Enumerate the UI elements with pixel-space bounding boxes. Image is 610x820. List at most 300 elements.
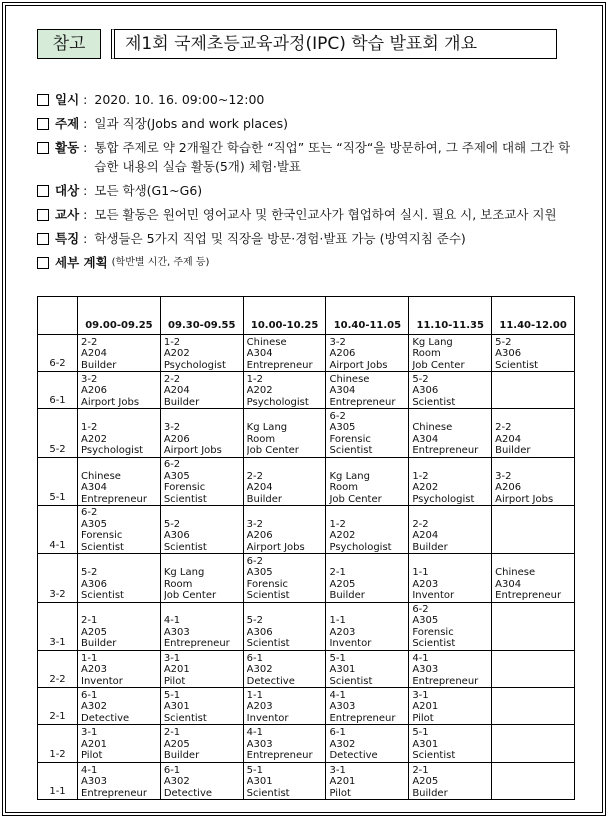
schedule-cell — [492, 725, 575, 762]
item-value: 일과 직장(Jobs and work places) — [94, 116, 289, 131]
cell-text: A306 — [412, 385, 439, 397]
cell-text: Builder — [329, 590, 365, 602]
time-header: 11.40-12.00 — [492, 297, 575, 335]
cell-text: Scientist — [246, 590, 290, 602]
schedule-cell — [409, 688, 492, 725]
schedule-cell — [492, 372, 575, 409]
cell-text: Pilot — [412, 712, 434, 724]
cell-text: Forensic — [412, 626, 454, 638]
cell-text: A306 — [495, 348, 522, 360]
schedule-cell — [78, 372, 161, 409]
cell-text: 2-1 — [81, 615, 98, 627]
schedule-cell — [160, 335, 243, 372]
cell-text: Scientist — [81, 541, 124, 553]
cell-text: Pilot — [81, 750, 103, 762]
cell-text: A304 — [246, 348, 273, 360]
cell-text: A302 — [163, 776, 190, 787]
cell-text: A306 — [163, 530, 190, 542]
time-header: 10.40-11.05 — [326, 297, 409, 335]
cell-text: Entrepreneur — [412, 675, 479, 687]
list-item-activity: 활동 : 통합 주제로 약 2개월간 학습한 “직업” 또는 “직장“을 방문하여, 그 주제에 대해 그간 학습한 내용의 실습 활동(5개) 체험·발표 — [37, 138, 577, 176]
schedule-cell — [78, 554, 161, 602]
cell-text: A202 — [246, 385, 273, 397]
checkbox-icon — [37, 185, 49, 197]
checkbox-icon — [37, 94, 49, 106]
cell-text: 1-2 — [246, 373, 263, 385]
cell-text: 3-1 — [163, 652, 181, 664]
cell-text: Pilot — [163, 675, 186, 687]
table-row — [38, 762, 575, 799]
cell-text: 5-2 — [246, 615, 263, 627]
table-row — [38, 725, 575, 762]
document-title: 제1회 국제초등교육과정(IPC) 학습 발표회 개요 — [111, 29, 557, 59]
cell-text: Builder — [163, 396, 200, 408]
schedule-cell — [492, 650, 575, 687]
cell-text: A305 — [246, 567, 273, 579]
schedule-cell — [326, 725, 409, 762]
schedule-cell — [243, 650, 326, 687]
schedule-cell — [243, 725, 326, 762]
schedule-cell — [326, 762, 409, 799]
cell-text: A305 — [163, 470, 190, 482]
table-row — [38, 650, 575, 687]
cell-text: 6-1 — [246, 652, 263, 664]
cell-text: Room — [329, 482, 358, 494]
schedule-cell — [160, 457, 243, 505]
cell-text: 6-1 — [329, 727, 346, 739]
cell-text: Scientist — [163, 712, 207, 724]
class-label: 2-1 — [38, 688, 78, 725]
cell-text: A304 — [495, 578, 522, 590]
cell-text: 4-1 — [412, 652, 429, 664]
schedule-cell — [78, 409, 161, 457]
cell-text: A303 — [246, 738, 273, 750]
cell-text: 5-1 — [246, 764, 263, 776]
cell-text: Entrepreneur — [246, 359, 313, 371]
cell-text: Builder — [81, 638, 117, 650]
cell-text: A204 — [163, 385, 190, 397]
schedule-cell — [160, 372, 243, 409]
schedule-table — [37, 296, 575, 800]
schedule-cell — [160, 762, 243, 799]
cell-text: Room — [246, 433, 276, 445]
cell-text: 1-1 — [329, 615, 346, 627]
cell-text: A301 — [329, 664, 356, 676]
schedule-cell — [78, 725, 161, 762]
cell-text: A205 — [412, 776, 439, 787]
cell-text: Entrepreneur — [81, 787, 147, 799]
schedule-cell — [160, 554, 243, 602]
class-label: 5-2 — [38, 409, 78, 457]
time-header: 11.10-11.35 — [409, 297, 492, 335]
cell-text: A302 — [246, 664, 273, 676]
schedule-cell — [243, 409, 326, 457]
cell-text: 2-1 — [412, 764, 429, 776]
schedule-cell — [492, 457, 575, 505]
list-item-date: 일시 : 2020. 10. 16. 09:00~12:00 — [37, 90, 577, 109]
schedule-cell — [409, 506, 492, 554]
cell-text: 4-1 — [246, 727, 263, 739]
cell-text: Entrepreneur — [329, 712, 396, 724]
cell-text: 2-2 — [163, 373, 181, 385]
schedule-cell — [78, 688, 161, 725]
cell-text: 1-1 — [412, 567, 429, 579]
class-label: 6-1 — [38, 372, 78, 409]
cell-text: A204 — [246, 482, 273, 494]
header-row — [38, 297, 575, 335]
schedule-cell — [326, 554, 409, 602]
cell-text: Inventor — [81, 675, 123, 687]
cell-text: A201 — [412, 701, 439, 713]
table-row — [38, 506, 575, 554]
cell-text: Detective — [246, 675, 295, 687]
schedule-cell — [409, 457, 492, 505]
cell-text: Kg Lang — [163, 567, 205, 579]
cell-text: A303 — [412, 664, 439, 676]
list-item-topic: 주제 : 일과 직장(Jobs and work places) — [37, 114, 577, 133]
schedule-cell — [409, 335, 492, 372]
cell-text: A205 — [81, 626, 107, 638]
cell-text: Psychologist — [412, 493, 475, 505]
cell-text: Room — [412, 348, 441, 360]
class-label: 1-2 — [38, 725, 78, 762]
cell-text: Scientist — [412, 750, 456, 762]
time-header: 10.00-10.25 — [243, 297, 326, 335]
cell-text: A203 — [412, 578, 439, 590]
cell-text: A202 — [81, 433, 107, 445]
class-label: 1-1 — [38, 762, 78, 799]
checkbox-icon — [37, 209, 49, 221]
cell-text: A306 — [81, 578, 107, 590]
item-value: 모든 학생(G1~G6) — [94, 183, 203, 198]
cell-text: A305 — [81, 518, 107, 530]
cell-text: 4-1 — [163, 615, 181, 627]
item-key: 일시 — [55, 92, 80, 107]
cell-text: 6-2 — [81, 507, 98, 519]
cell-text: A304 — [412, 433, 439, 445]
cell-text: A203 — [246, 701, 273, 713]
item-key: 대상 — [55, 183, 80, 198]
schedule-cell — [243, 506, 326, 554]
cell-text: A305 — [412, 615, 439, 627]
checkbox-icon — [37, 118, 49, 130]
cell-text: A202 — [329, 530, 356, 542]
table-row — [38, 372, 575, 409]
cell-text: 3-1 — [81, 727, 98, 739]
schedule-cell — [243, 762, 326, 799]
schedule-cell — [78, 335, 161, 372]
schedule-cell — [243, 457, 326, 505]
cell-text: A203 — [81, 664, 107, 676]
cell-text: 1-2 — [412, 470, 429, 482]
cell-text: Scientist — [412, 638, 456, 650]
cell-text: Chinese — [329, 373, 370, 385]
cell-text: 2-2 — [81, 336, 98, 348]
schedule-cell — [409, 650, 492, 687]
cell-text: 1-1 — [246, 689, 263, 701]
schedule-cell — [492, 688, 575, 725]
cell-text: A202 — [412, 482, 439, 494]
cell-text: Detective — [163, 787, 213, 799]
schedule-cell — [326, 335, 409, 372]
schedule-cell — [243, 372, 326, 409]
class-label: 3-2 — [38, 554, 78, 602]
item-key: 특징 — [55, 231, 80, 246]
class-label: 3-1 — [38, 602, 78, 650]
class-label: 2-2 — [38, 650, 78, 687]
cell-text: A305 — [329, 422, 356, 434]
cell-text: A301 — [412, 738, 439, 750]
cell-text: 4-1 — [329, 689, 346, 701]
cell-text: 2-1 — [329, 567, 346, 579]
cell-text: Builder — [246, 493, 283, 505]
cell-text: 3-2 — [163, 422, 181, 434]
schedule-cell — [492, 602, 575, 650]
cell-text: Airport Jobs — [81, 396, 140, 408]
cell-text: Builder — [412, 541, 448, 553]
cell-text: A301 — [246, 776, 273, 787]
cell-text: 2-2 — [412, 518, 429, 530]
table-row — [38, 409, 575, 457]
item-key: 교사 — [55, 207, 80, 222]
list-item-teachers: 교사 : 모든 활동은 원어민 영어교사 및 한국인교사가 협업하여 실시. 필요 시, 보조교사 지원 — [37, 205, 577, 224]
cell-text: Detective — [329, 750, 378, 762]
cell-text: 6-2 — [412, 603, 429, 615]
cell-text: 5-2 — [163, 518, 181, 530]
cell-text: 1-1 — [81, 652, 98, 664]
cell-text: A206 — [495, 482, 522, 494]
cell-text: Scientist — [329, 445, 373, 457]
schedule-cell — [409, 762, 492, 799]
schedule-cell — [326, 457, 409, 505]
cell-text: Job Center — [329, 493, 382, 505]
cell-text: Psychologist — [81, 445, 144, 457]
cell-text: A303 — [329, 701, 356, 713]
cell-text: A205 — [329, 578, 356, 590]
cell-text: Entrepreneur — [81, 493, 147, 505]
cell-text: Forensic — [163, 482, 206, 494]
cell-text: 6-2 — [163, 459, 181, 471]
cell-text: 2-1 — [163, 727, 181, 739]
cell-text: 6-2 — [329, 410, 346, 422]
cell-text: Psychologist — [246, 396, 309, 408]
cell-text: A203 — [329, 626, 356, 638]
cell-text: Builder — [495, 445, 531, 457]
schedule-cell — [326, 506, 409, 554]
schedule-cell — [492, 762, 575, 799]
schedule-cell — [326, 688, 409, 725]
cell-text: Kg Lang — [329, 470, 370, 482]
schedule-cell — [160, 506, 243, 554]
cell-text: A204 — [412, 530, 439, 542]
cell-text: Scientist — [163, 493, 207, 505]
cell-text: Airport Jobs — [246, 541, 305, 553]
cell-text: 4-1 — [81, 764, 98, 776]
cell-text: A204 — [495, 433, 522, 445]
schedule-cell — [78, 506, 161, 554]
list-item-target: 대상 : 모든 학생(G1~G6) — [37, 181, 577, 200]
cell-text: Room — [163, 578, 193, 590]
item-key: 주제 — [55, 116, 80, 131]
schedule-cell — [409, 554, 492, 602]
cell-text: 3-2 — [329, 336, 346, 348]
cell-text: Scientist — [246, 787, 290, 799]
cell-text: 1-2 — [81, 422, 98, 434]
cell-text: Scientist — [81, 590, 124, 602]
item-note: (학반별 시간, 주제 등) — [111, 257, 210, 268]
cell-text: Psychologist — [329, 541, 392, 553]
cell-text: A206 — [81, 385, 107, 397]
cell-text: A301 — [163, 701, 190, 713]
cell-text: 1-2 — [163, 336, 181, 348]
cell-text: Entrepreneur — [163, 638, 230, 650]
cell-text: A202 — [163, 348, 190, 360]
cell-text: Chinese — [81, 470, 121, 482]
schedule-cell — [160, 650, 243, 687]
schedule-cell — [326, 409, 409, 457]
cell-text: Airport Jobs — [495, 493, 554, 505]
schedule-cell — [492, 554, 575, 602]
list-item-features: 특징 : 학생들은 5가지 직업 및 직장을 방문·경험·발표 가능 (방역지침 준수) — [37, 229, 577, 248]
cell-text: 3-1 — [329, 764, 346, 776]
cell-text: A304 — [81, 482, 107, 494]
schedule-cell — [243, 554, 326, 602]
cell-text: 5-2 — [412, 373, 429, 385]
cell-text: 5-1 — [412, 727, 429, 739]
cell-text: Psychologist — [163, 359, 226, 371]
cell-text: Airport Jobs — [163, 445, 222, 457]
cell-text: Job Center — [163, 590, 217, 602]
cell-text: Pilot — [329, 787, 351, 799]
cell-text: 3-1 — [412, 689, 429, 701]
table-row — [38, 335, 575, 372]
cell-text: Detective — [81, 712, 130, 724]
cell-text: 2-2 — [246, 470, 263, 482]
schedule-cell — [326, 372, 409, 409]
class-label: 4-1 — [38, 506, 78, 554]
cell-text: A306 — [246, 626, 273, 638]
table-row — [38, 602, 575, 650]
cell-text: Chinese — [412, 422, 453, 434]
cell-text: Forensic — [81, 530, 123, 542]
schedule-cell — [78, 650, 161, 687]
cell-text: Scientist — [163, 541, 207, 553]
cell-text: 3-2 — [246, 518, 263, 530]
cell-text: A302 — [81, 701, 107, 713]
cell-text: Inventor — [412, 590, 455, 602]
cell-text: A201 — [163, 664, 190, 676]
cell-text: Inventor — [329, 638, 372, 650]
item-value: 모든 활동은 원어민 영어교사 및 한국인교사가 협업하여 실시. 필요 시, 보조교사 지원 — [94, 207, 557, 222]
cell-text: A303 — [163, 626, 190, 638]
cell-text: A206 — [163, 433, 190, 445]
cell-text: Job Center — [246, 445, 299, 457]
schedule-cell — [326, 602, 409, 650]
schedule-cell — [409, 409, 492, 457]
cell-text: A206 — [329, 348, 356, 360]
item-key: 세부 계획 — [55, 255, 108, 270]
cell-text: Forensic — [329, 433, 371, 445]
item-key: 활동 — [55, 140, 80, 155]
cell-text: Scientist — [495, 359, 539, 371]
cell-text: 3-2 — [81, 373, 98, 385]
time-header: 09.30-09.55 — [160, 297, 243, 335]
cell-text: A205 — [163, 738, 190, 750]
reference-tag: 참고 — [37, 29, 101, 59]
cell-text: Entrepreneur — [246, 750, 313, 762]
cell-text: 6-2 — [246, 555, 263, 567]
table-row — [38, 554, 575, 602]
class-label: 6-2 — [38, 335, 78, 372]
schedule-cell — [409, 725, 492, 762]
cell-text: 1-2 — [329, 518, 346, 530]
item-value: 학생들은 5가지 직업 및 직장을 방문·경험·발표 가능 (방역지침 준수) — [94, 231, 466, 246]
cell-text: Inventor — [246, 712, 289, 724]
cell-text: A302 — [329, 738, 356, 750]
cell-text: Scientist — [246, 638, 290, 650]
table-row — [38, 688, 575, 725]
cell-text: 5-1 — [163, 689, 181, 701]
schedule-cell — [409, 372, 492, 409]
schedule-cell — [160, 409, 243, 457]
cell-text: Kg Lang — [246, 422, 288, 434]
table-row — [38, 457, 575, 505]
schedule-cell — [78, 762, 161, 799]
cell-text: A304 — [329, 385, 356, 397]
cell-text: Chinese — [246, 336, 287, 348]
cell-text: A204 — [81, 348, 107, 360]
time-header: 09.00-09.25 — [78, 297, 161, 335]
cell-text: A201 — [81, 738, 107, 750]
cell-text: Entrepreneur — [495, 590, 562, 602]
cell-text: Scientist — [329, 675, 373, 687]
schedule-cell — [492, 506, 575, 554]
cell-text: 5-2 — [81, 567, 98, 579]
overview-list — [37, 90, 577, 277]
cell-text: Scientist — [412, 396, 456, 408]
cell-text: 2-2 — [495, 422, 512, 434]
schedule-cell — [78, 457, 161, 505]
cell-text: Entrepreneur — [412, 445, 479, 457]
checkbox-icon — [37, 142, 49, 154]
cell-text: Builder — [81, 359, 117, 371]
schedule-cell — [243, 335, 326, 372]
checkbox-icon — [37, 233, 49, 245]
cell-text: 5-1 — [329, 652, 346, 664]
schedule-cell — [160, 725, 243, 762]
cell-text: A201 — [329, 776, 356, 787]
list-item-detail-plan — [37, 253, 577, 272]
cell-text: 6-1 — [163, 764, 181, 776]
schedule-cell — [160, 688, 243, 725]
schedule-cell — [409, 602, 492, 650]
schedule-cell — [243, 602, 326, 650]
cell-text: 3-2 — [495, 470, 512, 482]
schedule-cell — [492, 335, 575, 372]
cell-text: Builder — [412, 787, 448, 799]
schedule-cell — [492, 409, 575, 457]
corner-cell — [38, 297, 78, 335]
schedule-cell — [160, 602, 243, 650]
cell-text: Kg Lang — [412, 336, 453, 348]
cell-text: Entrepreneur — [329, 396, 396, 408]
cell-text: Forensic — [246, 578, 289, 590]
cell-text: 6-1 — [81, 689, 98, 701]
class-label: 5-1 — [38, 457, 78, 505]
schedule-cell — [326, 650, 409, 687]
item-value: 통합 주제로 약 2개월간 학습한 “직업” 또는 “직장“을 방문하여, 그 주제에 대해 그간 학습한 내용의 실습 활동(5개) 체험·발표 — [94, 140, 571, 174]
cell-text: Builder — [163, 750, 200, 762]
